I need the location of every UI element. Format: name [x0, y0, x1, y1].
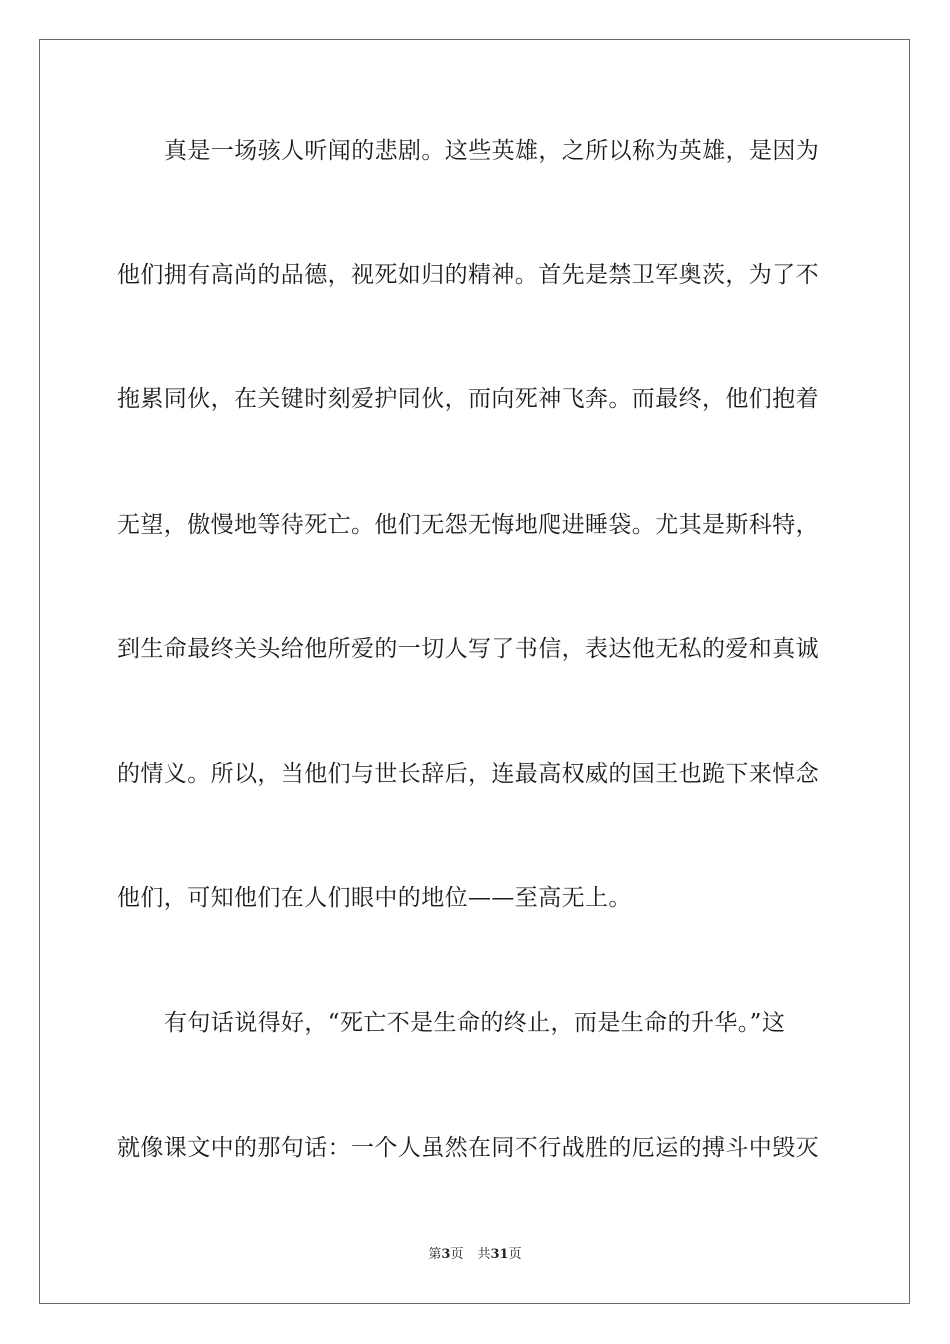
- page-prefix: 第: [428, 1247, 442, 1262]
- paragraph-line: 无望，傲慢地等待死亡。他们无怨无悔地爬进睡袋。尤其是斯科特，: [117, 512, 819, 538]
- paragraph-line: 真是一场骇人听闻的悲剧。这些英雄，之所以称为英雄，是因为: [164, 138, 820, 164]
- paragraph-line: 到生命最终关头给他所爱的一切人写了书信，表达他无私的爱和真诚: [117, 636, 819, 662]
- paragraph-line: 他们，可知他们在人们眼中的地位——至高无上。: [117, 885, 632, 911]
- paragraph-line: 他们拥有高尚的品德，视死如归的精神。首先是禁卫军奥茨，为了不: [117, 262, 819, 288]
- paragraph-line: 就像课文中的那句话：一个人虽然在同不行战胜的厄运的搏斗中毁灭: [117, 1135, 819, 1161]
- page-border: [39, 39, 910, 1304]
- paragraph-line: 拖累同伙，在关键时刻爱护同伙，而向死神飞奔。而最终，他们抱着: [117, 386, 819, 412]
- total-prefix: 共: [477, 1247, 491, 1262]
- total-pages: 31: [490, 1247, 509, 1262]
- page-number: 3: [441, 1247, 451, 1262]
- total-suffix: 页: [508, 1247, 522, 1262]
- page-footer: [0, 1246, 950, 1264]
- page-suffix: 页: [450, 1247, 464, 1262]
- paragraph-line: 有句话说得好，“死亡不是生命的终止，而是生命的升华。”这: [164, 1010, 786, 1036]
- paragraph-line: 的情义。所以，当他们与世长辞后，连最高权威的国王也跪下来悼念: [117, 761, 819, 787]
